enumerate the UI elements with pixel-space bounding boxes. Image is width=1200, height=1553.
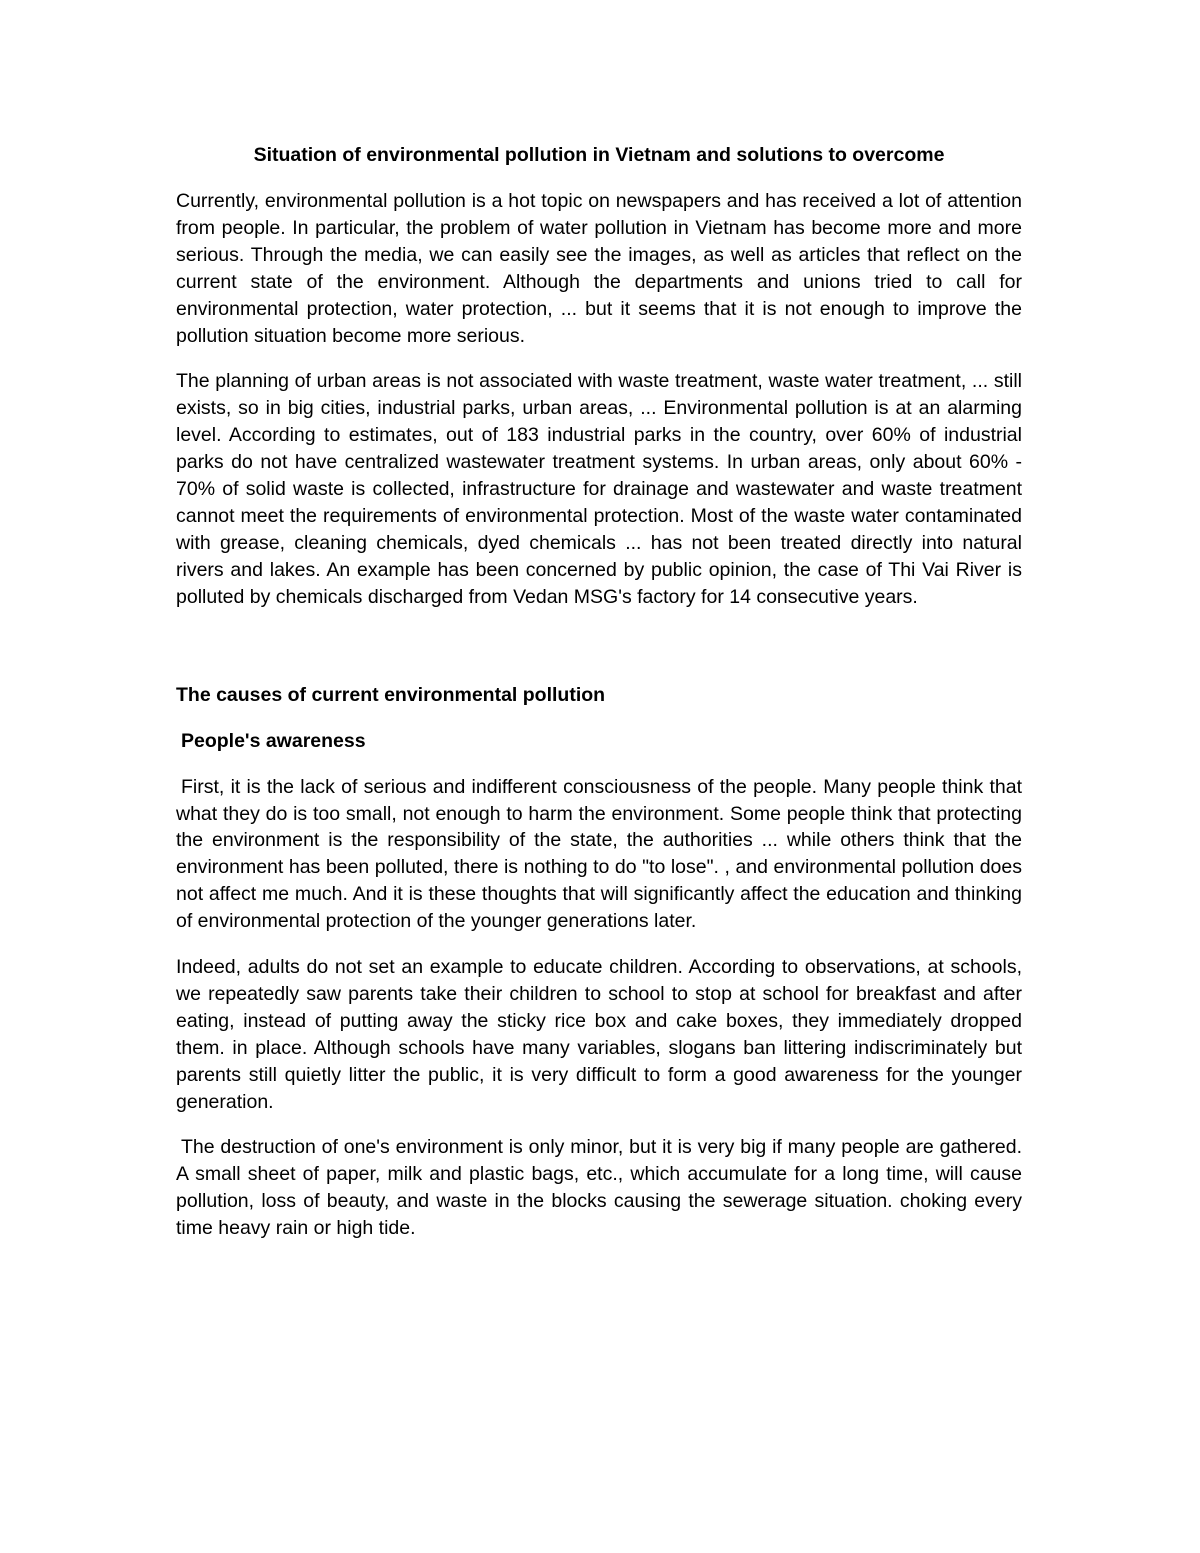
- intro-paragraph-1: Currently, environmental pollution is a hot topic on newspapers and has received a lot of attention from people. In particular, the problem of water pollution in Vietnam has become more and more serious. Through the media, we can easily see the images, as well as articles that reflect on the current state of the environment. Although the departments and unions tried to call for environmental protection, water protection, ... but it seems that it is not enough to improve the pollution situation become more serious.: [176, 190, 1022, 347]
- awareness-paragraph-2: Indeed, adults do not set an example to educate children. According to observations, at schools, we repeatedly saw parents take their children to school to stop at school for breakfast and after eating, instead of putting away the sticky rice box and cake boxes, they immediately dropped them. in place. Although schools have many variables, slogans ban littering indiscriminately but parents still quietly litter the public, it is very difficult to form a good awareness for the younger generation.: [176, 956, 1022, 1113]
- section-spacer: [176, 630, 1022, 682]
- document-title: Situation of environmental pollution in Vietnam and solutions to overcome: [253, 144, 945, 166]
- awareness-subheading: People's awareness: [181, 729, 366, 752]
- awareness-paragraph-3: The destruction of one's environment is only minor, but it is very big if many people are gathered. A small sheet of paper, milk and plastic bags, etc., which accumulate for a long time, will cause pollution, loss of beauty, and waste in the blocks causing the sewerage situation. choking every time heavy rain or high tide.: [176, 1136, 1022, 1240]
- intro-paragraph-2: The planning of urban areas is not associated with waste treatment, waste water treatment, ... still exists, so in big cities, industrial parks, urban areas, ... Environmental pollution is at an alarming level. According to estimates, out of 183 industrial parks in the country, over 60% of industrial parks do not have centralized wastewater treatment systems. In urban areas, only about 60% - 70% of solid waste is collected, infrastructure for drainage and wastewater and waste treatment cannot meet the requirements of environmental protection. Most of the waste water contaminated with grease, cleaning chemicals, dyed chemicals ... has not been treated directly into natural rivers and lakes. An example has been concerned by public opinion, the case of Thi Vai River is polluted by chemicals discharged from Vedan MSG's factory for 14 consecutive years.: [176, 370, 1022, 608]
- document-body: [176, 142, 1022, 1261]
- causes-heading: The causes of current environmental pollution: [176, 683, 606, 706]
- awareness-paragraph-1: First, it is the lack of serious and indifferent consciousness of the people. Many people think that what they do is too small, not enough to harm the environment. Some people think that protecting the environment is the responsibility of the state, the authorities ... while others think that the environment has been polluted, there is nothing to do "to lose". , and environmental pollution does not affect me much. And it is these thoughts that will significantly affect the education and thinking of environmental protection of the younger generations later.: [176, 775, 1022, 933]
